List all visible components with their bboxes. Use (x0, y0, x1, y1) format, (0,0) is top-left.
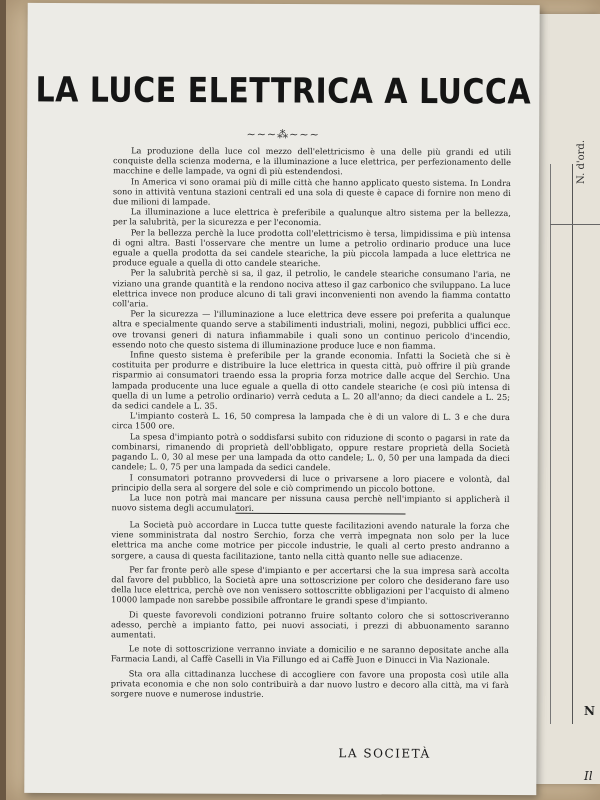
ruled-line (550, 164, 551, 724)
page-title: LA LUCE ELETTRICA A LUCCA (35, 70, 532, 113)
printed-notice (24, 3, 539, 795)
paragraph: Sta ora alla cittadinanza lucchese di accogliere con favore una proposta così utile alla privata economia e che non solo contribuirà a dar nuovo lustro e decoro alla città, ma vi farà sorgere nuove e numerose industrie. (110, 667, 509, 699)
paragraph: La spesa d'impianto potrà o soddisfarsi subito con riduzione di sconto o pagarsi in rate da combinarsi, rimanendo di proprietà dell'obbligato, oppure restare proprietà della Società pagando L. 0, 30 al mese per una lampada da otto candele; L. 0, 50 per una lampada da dieci candele; L. 0, 75 per una lampada da sedici candele. (111, 431, 510, 473)
notice-body-part2 (111, 519, 510, 704)
paragraph: Per la sicurezza — l'illuminazione a luce elettrica deve essere poi preferita a qualunque altra e specialmente quando serve a stabilimenti industriali, molini, negozi, pubblici uffici ecc. ove trovansi generi di natura infiammabile i quali sono un continuo pericolo d'incendio, essendo noto che questo sistema di illuminazione produce luce e non fiamma. (112, 308, 511, 351)
edge-letter: Il (584, 769, 593, 783)
paragraph: La illuminazione a luce elettrica è preferibile a qualunque altro sistema per la bellezza, per la salubrità, per la sicurezza e per l'economia. (112, 206, 511, 228)
section-divider (235, 513, 405, 515)
paragraph: La luce non potrà mai mancare per nissuna causa perchè nell'impianto si applicherà il nuovo sistema degli accumulatori. (111, 492, 510, 513)
edge-letter: N (584, 704, 595, 718)
paragraph: Per la salubrità perchè si sa, il gaz, il petrolio, le candele steariche consumano l'aria, ne viziano una grande quantità e la rendono nociva atteso il gaz carbonico che sviluppano. La luce elettrica invece non produce alcuno di tali gravi inconvenienti non avendo la fiamma contatto coll'aria. (112, 267, 511, 309)
paragraph: Di queste favorevoli condizioni potranno fruire soltanto coloro che si sottoscriveranno adesso, perchè a impianto fatto, pei nuovi associati, i prezzi di abbuonamento saranno aumentati. (110, 608, 510, 640)
paragraph: I consumatori potranno provvedersi di luce o privarsene a loro piacere e volontà, dal principio della sera al sorgere del sole e ciò comprimendo un piccolo bottone. (111, 471, 510, 494)
paragraph: Per la bellezza perchè la luce prodotta coll'elettricismo è tersa, limpidissima e più intensa di ogni altra. Basti l'osservare che mentre un lume a petrolio ordinario produce una luce eguale a quella prodotta da sei candele steariche, la più piccola lampada a luce elettrica ne produce eguale a quella di otto candele steariche. (112, 226, 511, 269)
ruled-line (572, 164, 573, 724)
paragraph: L'impianto costerà L. 16, 50 compresa la lampada che è di un valore di L. 3 e che dura circa 1500 ore. (111, 410, 510, 432)
paragraph: In America vi sono oramai più di mille città che hanno applicato questo sistema. In Londra sono in attività ventuna stazioni centrali ed una sola di queste è capace di fornire non meno di due milioni di lampade. (112, 175, 511, 207)
notice-body-part1 (112, 145, 512, 514)
ruled-line (550, 224, 600, 225)
paragraph: Le note di sottoscrizione verranno inviate a domicilio e ne saranno depositate anche alla Farmacia Landi, al Caffè Caselli in Via Fillungo ed ai Caffè Juon e Dinucci in Via Nazionale. (110, 643, 509, 666)
paragraph: La Società può accordare in Lucca tutte queste facilitazioni avendo naturale la forza che viene somministrata dal nostro Serchio, forza che verrà impegnata non solo per la luce elettrica ma anche come motrice per piccole industrie, le quali al certo presto andranno a sorgere, a causa di questa facilitazione, tanto nella città quanto nelle sue adiacenze. (111, 519, 510, 562)
ornament-divider: ~~~⁂~~~ (246, 127, 320, 142)
paragraph: Infine questo sistema è preferibile per la grande economia. Infatti la Società che si è costituita per produrre e distribuire la luce elettrica in questa città, può offrire il più grande risparmio ai consumatori traendo essa la propria forza motrice dalle acque del Serchio. Una lampada producente una luce eguale a quella di otto candele steariche (e così più intensa di quella di un lume a petrolio ordinario) verrà ceduta a L. 20 all'anno; da dieci candele a L. 25; da sedici candele a L. 35. (111, 349, 511, 411)
paragraph: Per far fronte però alle spese d'impianto e per accertarsi che la sua impresa sarà accolta dal favore del pubblico, la Società apre una sottoscrizione per coloro che desiderano fare uso della luce elettrica, perchè ove non venissero sottoscritte obbligazioni per l'acquisto di almeno 10000 lampade non sarebbe possibile affrontare le grandi spese d'impianto. (111, 564, 510, 607)
paragraph: La produzione della luce col mezzo dell'elettricismo è una delle più grandi ed utili conquiste della scienza moderna, e la illuminazione a luce elettrica, per perfezionamento delle macchine e delle lampade, va ogni dì più estendendosi. (112, 145, 512, 177)
column-label: N. d'ord. (576, 140, 587, 184)
signature: LA SOCIETÀ (338, 746, 431, 761)
